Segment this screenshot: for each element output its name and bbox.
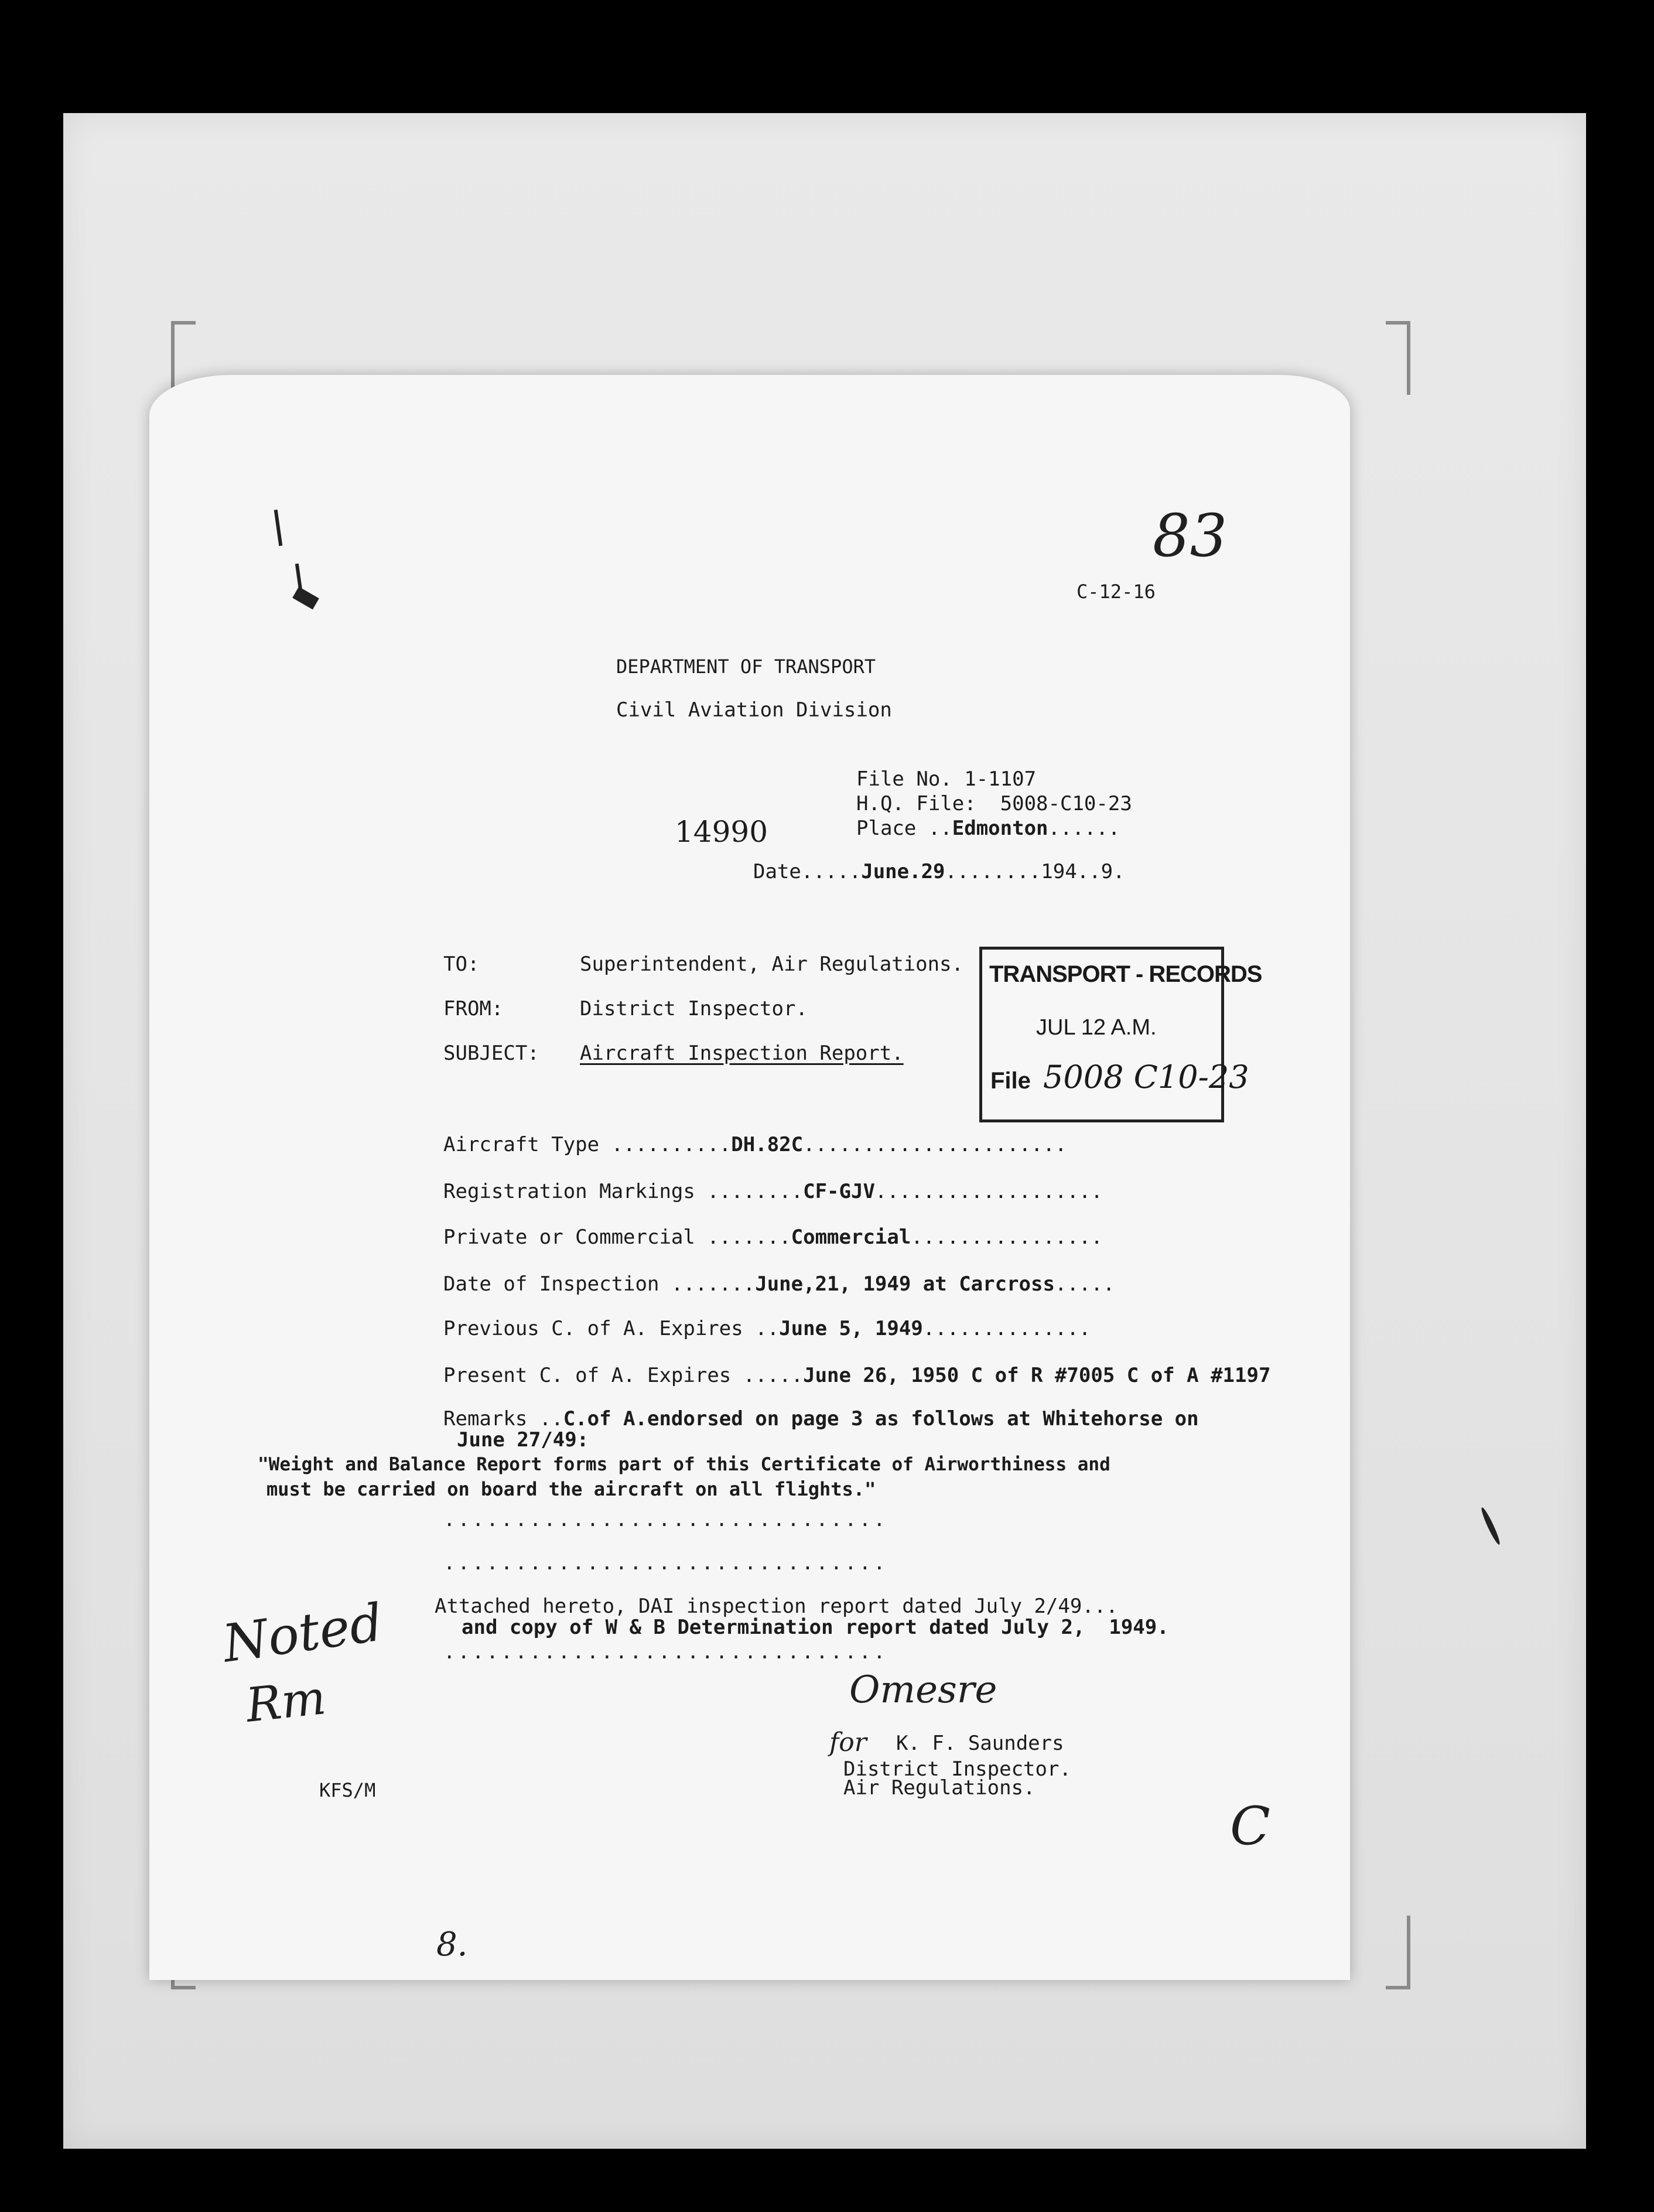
place-value: Edmonton — [952, 817, 1048, 840]
signatory-title-1: District Inspector. — [843, 1757, 1071, 1781]
signatory-name: K. F. Saunders — [896, 1732, 1064, 1755]
noted-annotation: Noted — [219, 1592, 387, 1674]
place-label: Place .. — [856, 817, 952, 840]
field-tail: ..... — [1054, 1272, 1115, 1296]
field-value: June,21, 1949 at Carcross — [755, 1272, 1055, 1296]
place-line — [856, 817, 1120, 840]
stamp-title: TRANSPORT - RECORDS — [989, 961, 1262, 987]
field-registration — [443, 1180, 1103, 1203]
field-tail: ................... — [874, 1180, 1103, 1203]
margin-mark: C — [1230, 1795, 1270, 1857]
field-aircraft-type — [443, 1133, 1067, 1156]
number-stamp: 14990 — [675, 815, 768, 849]
remarks-quote-1: "Weight and Balance Report forms part of this Certificate of Airworthiness and — [258, 1454, 1110, 1475]
remarks-line-2: June 27/49: — [457, 1428, 589, 1452]
to-label: TO: — [443, 953, 480, 976]
field-private-commercial — [443, 1226, 1103, 1249]
field-value: June 26, 1950 C of R #7005 C of A #1197 — [803, 1364, 1271, 1387]
stamp-date: JUL 12 A.M. — [1036, 1015, 1157, 1040]
field-value: CF-GJV — [803, 1180, 875, 1203]
signatory-title-2: Air Regulations. — [843, 1776, 1036, 1800]
bottom-mark: 8. — [436, 1926, 468, 1964]
signature-for-mark: for — [829, 1728, 867, 1757]
handwritten-signature: Omesre — [849, 1668, 997, 1712]
subject-label: SUBJECT: — [443, 1042, 539, 1065]
stamp-file-value: 5008 C10-23 — [1043, 1059, 1249, 1095]
remarks-label: Remarks .. — [443, 1407, 563, 1431]
blank-remarks-line: ............................... — [443, 1508, 888, 1531]
field-value: June 5, 1949 — [779, 1317, 923, 1340]
initials-annotation: Rm — [243, 1670, 329, 1733]
field-label: Present C. of A. Expires ..... — [443, 1364, 804, 1387]
blank-remarks-line: ............................... — [443, 1551, 888, 1575]
department-heading: DEPARTMENT OF TRANSPORT — [616, 656, 876, 678]
field-previous-expiry — [443, 1317, 1091, 1340]
attachment-line-2: and copy of W & B Determination report dated July 2, 1949. — [462, 1616, 1169, 1639]
field-date-of-inspection — [443, 1272, 1115, 1296]
remarks-line-1 — [443, 1407, 1199, 1431]
place-tail: ...... — [1048, 817, 1120, 840]
field-label: Private or Commercial ....... — [443, 1226, 791, 1249]
field-label: Aircraft Type .......... — [443, 1133, 732, 1156]
field-value: DH.82C — [731, 1133, 804, 1156]
field-tail: .............. — [922, 1317, 1091, 1340]
to-value: Superintendent, Air Regulations. — [580, 953, 964, 976]
attachment-line-1: Attached hereto, DAI inspection report dated July 2/49... — [435, 1595, 1118, 1618]
crop-mark-top-right — [1386, 321, 1410, 395]
field-label: Date of Inspection ....... — [443, 1272, 756, 1296]
date-line — [753, 860, 1125, 883]
subject-value: Aircraft Inspection Report. — [580, 1042, 904, 1065]
date-tail: ........194..9. — [945, 860, 1125, 883]
typist-initials: KFS/M — [319, 1779, 376, 1801]
stamp-file-label: File — [990, 1068, 1031, 1094]
from-value: District Inspector. — [580, 997, 808, 1020]
received-stamp — [979, 947, 1262, 1122]
from-label: FROM: — [443, 997, 504, 1020]
file-number: File No. 1-1107 — [856, 767, 1037, 791]
letter-page — [149, 375, 1350, 1980]
date-label: Date..... — [753, 860, 862, 883]
remarks-text: C.of A.endorsed on page 3 as follows at Whitehorse on — [563, 1407, 1199, 1431]
field-label: Registration Markings ........ — [443, 1180, 804, 1203]
date-value: June.29 — [861, 860, 945, 883]
field-tail: ................ — [911, 1226, 1103, 1249]
field-value: Commercial — [791, 1226, 911, 1249]
field-tail: ...................... — [803, 1133, 1067, 1156]
blank-attachment-line: ............................... — [443, 1640, 888, 1664]
hq-file: H.Q. File: 5008-C10-23 — [856, 792, 1132, 815]
remarks-quote-2: must be carried on board the aircraft on all flights." — [266, 1478, 876, 1500]
archive-number: 83 — [1153, 501, 1228, 570]
file-reference-top: C-12-16 — [1077, 581, 1156, 603]
field-present-expiry — [443, 1364, 1270, 1387]
field-label: Previous C. of A. Expires .. — [443, 1317, 780, 1340]
crop-mark-bottom-right — [1386, 1916, 1410, 1989]
division-heading: Civil Aviation Division — [616, 698, 892, 722]
